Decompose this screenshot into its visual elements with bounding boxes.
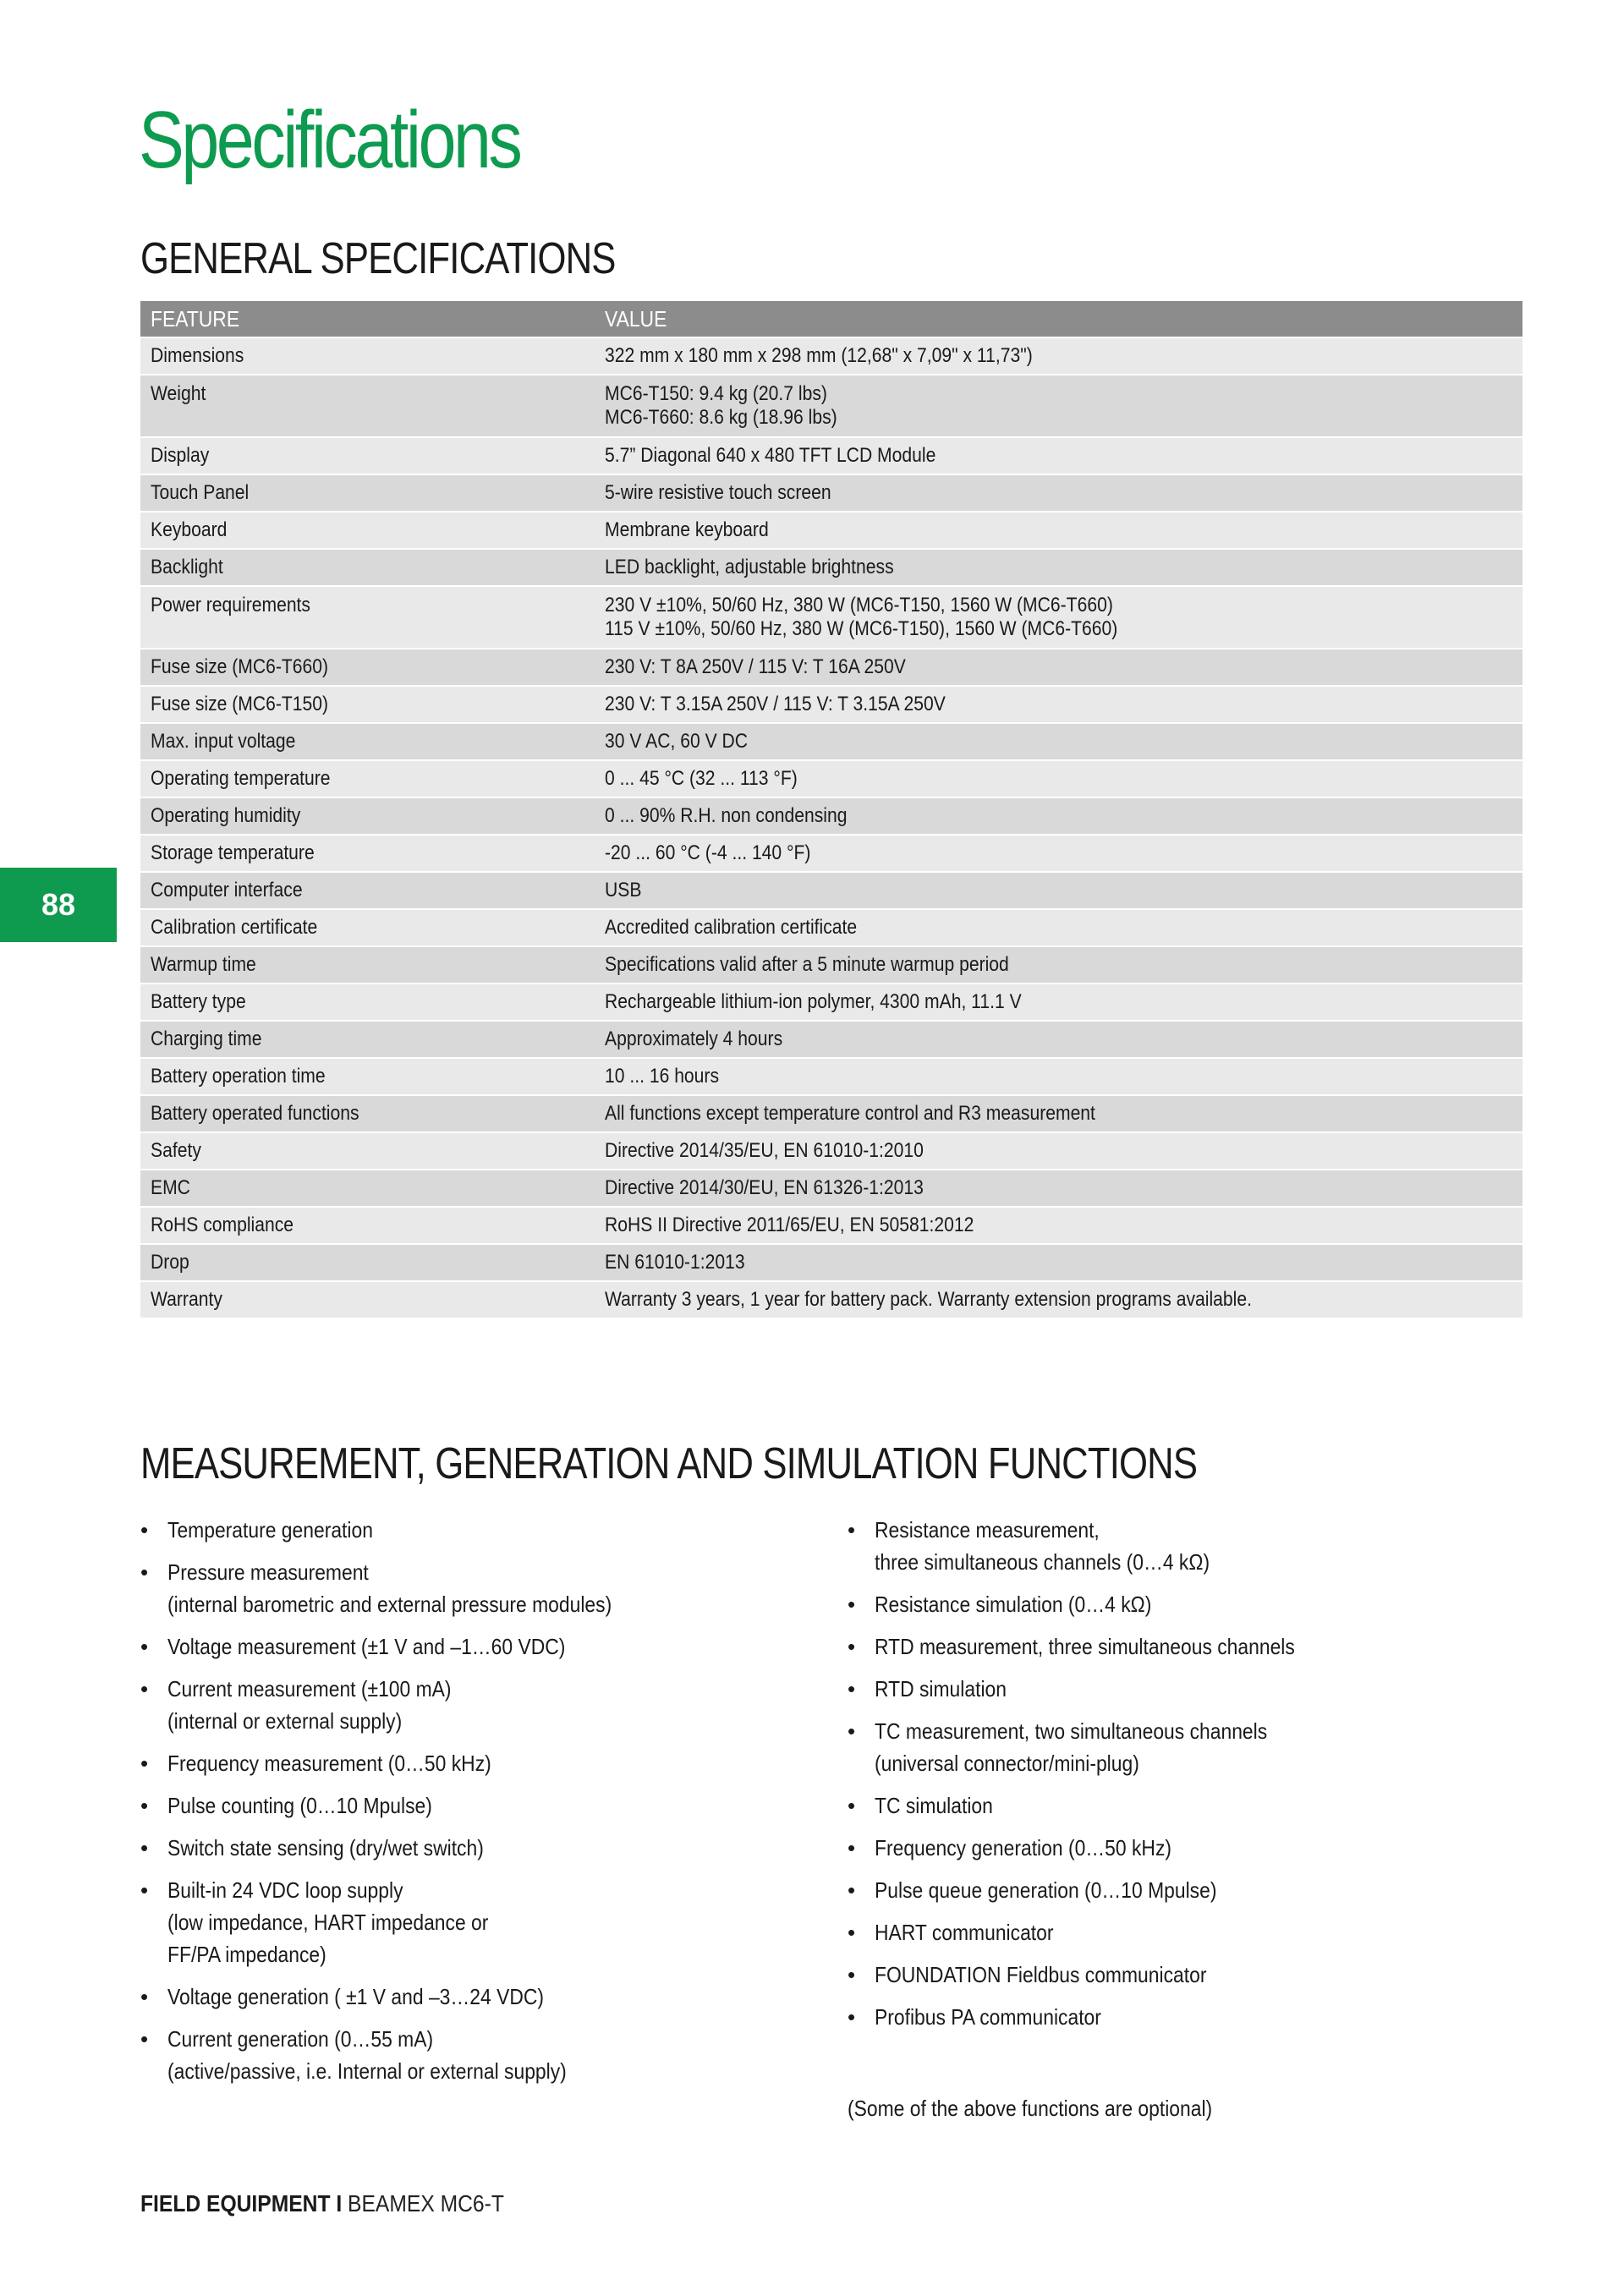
- page-title: Specifications: [139, 95, 520, 185]
- header-feature: FEATURE: [151, 306, 240, 332]
- spec-feature: Warmup time: [151, 953, 256, 976]
- spec-value: Directive 2014/30/EU, EN 61326-1:2013: [605, 1176, 924, 1199]
- spec-value: 30 V AC, 60 V DC: [605, 730, 749, 753]
- bullet-icon: •: [140, 1517, 149, 1543]
- function-text: (low impedance, HART impedance or: [167, 1910, 489, 1935]
- bullet-icon: •: [848, 1877, 856, 1903]
- footer-product: BEAMEX MC6-T: [348, 2190, 504, 2217]
- spec-value: -20 ... 60 °C (-4 ... 140 °F): [605, 841, 811, 864]
- spec-feature: Max. input voltage: [151, 730, 296, 753]
- function-text: Resistance simulation (0…4 kΩ): [875, 1592, 1152, 1617]
- spec-value: Accredited calibration certificate: [605, 916, 858, 939]
- bullet-icon: •: [848, 1920, 856, 1945]
- spec-value: Approximately 4 hours: [605, 1027, 783, 1050]
- spec-feature: Fuse size (MC6-T660): [151, 655, 329, 678]
- bullet-icon: •: [848, 1718, 856, 1744]
- function-text: RTD simulation: [875, 1676, 1007, 1701]
- spec-value: All functions except temperature control and R3 measurement: [605, 1102, 1095, 1125]
- footer-section: FIELD EQUIPMENT: [140, 2190, 331, 2217]
- function-item: [848, 1959, 1524, 1991]
- spec-row: [140, 1096, 1522, 1133]
- spec-row: [140, 1282, 1522, 1319]
- spec-row: [140, 910, 1522, 947]
- bullet-icon: •: [848, 1592, 856, 1617]
- spec-row: [140, 375, 1522, 438]
- spec-value: Rechargeable lithium-ion polymer, 4300 mAh, 11.1 V: [605, 990, 1022, 1013]
- function-text: (universal connector/mini-plug): [875, 1751, 1139, 1776]
- spec-feature: Power requirements: [151, 594, 310, 616]
- function-text: Frequency measurement (0…50 kHz): [167, 1751, 491, 1776]
- function-text: HART communicator: [875, 1920, 1054, 1945]
- function-item: [140, 1514, 783, 1546]
- function-text: Switch state sensing (dry/wet switch): [167, 1835, 484, 1860]
- function-text: Pulse counting (0…10 Mpulse): [167, 1793, 432, 1818]
- spec-value: MC6-T660: 8.6 kg (18.96 lbs): [605, 406, 837, 429]
- bullet-icon: •: [140, 1634, 149, 1659]
- functions-footnote: (Some of the above functions are optional): [848, 2096, 1213, 2121]
- spec-table: [140, 301, 1522, 1319]
- function-item: [848, 1832, 1524, 1864]
- spec-row: [140, 1245, 1522, 1282]
- bullet-icon: •: [140, 1676, 149, 1701]
- functions-heading: MEASUREMENT, GENERATION AND SIMULATION FUNCTIONS: [140, 1439, 1198, 1488]
- spec-feature: Touch Panel: [151, 481, 250, 504]
- spec-row: [140, 512, 1522, 550]
- spec-row: [140, 550, 1522, 587]
- spec-value: MC6-T150: 9.4 kg (20.7 lbs): [605, 382, 827, 405]
- spec-feature: Storage temperature: [151, 841, 315, 864]
- spec-row: [140, 475, 1522, 512]
- spec-value: EN 61010-1:2013: [605, 1251, 745, 1274]
- spec-row: [140, 873, 1522, 910]
- spec-feature: Operating humidity: [151, 804, 301, 827]
- spec-row: [140, 984, 1522, 1022]
- bullet-icon: •: [140, 1559, 149, 1585]
- function-item: [140, 1747, 783, 1779]
- function-text: Voltage generation ( ±1 V and –3…24 VDC): [167, 1984, 545, 2009]
- bullet-icon: •: [140, 2026, 149, 2052]
- function-text: Voltage measurement (±1 V and –1…60 VDC): [167, 1634, 566, 1659]
- function-text: RTD measurement, three simultaneous channels: [875, 1634, 1295, 1659]
- function-item: [848, 1715, 1524, 1779]
- spec-value: 5.7” Diagonal 640 x 480 TFT LCD Module: [605, 444, 936, 467]
- function-item: [140, 1832, 783, 1864]
- spec-feature: Battery type: [151, 990, 246, 1013]
- spec-feature: Drop: [151, 1251, 189, 1274]
- spec-value: 0 ... 45 °C (32 ... 113 °F): [605, 767, 798, 790]
- bullet-icon: •: [848, 1793, 856, 1818]
- bullet-icon: •: [848, 1517, 856, 1543]
- spec-feature: Battery operation time: [151, 1065, 326, 1088]
- function-item: [140, 1673, 783, 1737]
- spec-value: 322 mm x 180 mm x 298 mm (12,68" x 7,09" x 11,73"): [605, 344, 1033, 367]
- spec-row: [140, 836, 1522, 873]
- function-item: [140, 1630, 783, 1663]
- spec-value: 230 V ±10%, 50/60 Hz, 380 W (MC6-T150, 1560 W (MC6-T660): [605, 594, 1113, 616]
- bullet-icon: •: [140, 1984, 149, 2009]
- function-text: Built-in 24 VDC loop supply: [167, 1877, 403, 1903]
- function-text: FF/PA impedance): [167, 1942, 326, 1967]
- bullet-icon: •: [848, 1962, 856, 1987]
- function-item: [140, 2023, 783, 2087]
- bullet-icon: •: [140, 1835, 149, 1860]
- function-item: [848, 2001, 1524, 2033]
- function-text: TC measurement, two simultaneous channels: [875, 1718, 1268, 1744]
- spec-row: [140, 687, 1522, 724]
- spec-value: 230 V: T 3.15A 250V / 115 V: T 3.15A 250V: [605, 693, 946, 715]
- function-item: [140, 1556, 783, 1620]
- spec-feature: Weight: [151, 382, 206, 405]
- bullet-icon: •: [140, 1793, 149, 1818]
- bullet-icon: •: [140, 1751, 149, 1776]
- spec-row: [140, 947, 1522, 984]
- function-text: (internal or external supply): [167, 1708, 403, 1734]
- spec-value: 5-wire resistive touch screen: [605, 481, 831, 504]
- function-item: [140, 1981, 783, 2013]
- spec-value: 0 ... 90% R.H. non condensing: [605, 804, 848, 827]
- function-item: [848, 1630, 1524, 1663]
- spec-feature: Backlight: [151, 556, 223, 578]
- function-item: [848, 1588, 1524, 1620]
- spec-value: LED backlight, adjustable brightness: [605, 556, 894, 578]
- spec-row: [140, 1208, 1522, 1245]
- spec-value: 230 V: T 8A 250V / 115 V: T 16A 250V: [605, 655, 906, 678]
- functions-list-right: [848, 1514, 1524, 2043]
- spec-row: [140, 1133, 1522, 1170]
- spec-row: [140, 724, 1522, 761]
- spec-feature: Computer interface: [151, 879, 303, 901]
- spec-row: [140, 438, 1522, 475]
- bullet-icon: •: [140, 1877, 149, 1903]
- function-text: Pressure measurement: [167, 1559, 369, 1585]
- spec-value: USB: [605, 879, 642, 901]
- function-item: [140, 1874, 783, 1970]
- spec-row: [140, 338, 1522, 375]
- function-text: Current generation (0…55 mA): [167, 2026, 434, 2052]
- function-item: [848, 1874, 1524, 1906]
- spec-row: [140, 761, 1522, 798]
- spec-feature: Fuse size (MC6-T150): [151, 693, 329, 715]
- spec-value: Specifications valid after a 5 minute warmup period: [605, 953, 1009, 976]
- general-specifications-heading: GENERAL SPECIFICATIONS: [140, 234, 616, 283]
- functions-list-left: [140, 1514, 783, 2097]
- spec-feature: Warranty: [151, 1288, 222, 1311]
- spec-feature: Operating temperature: [151, 767, 331, 790]
- function-text: Temperature generation: [167, 1517, 373, 1543]
- spec-feature: EMC: [151, 1176, 190, 1199]
- spec-row: [140, 1059, 1522, 1096]
- function-item: [848, 1789, 1524, 1822]
- function-text: three simultaneous channels (0…4 kΩ): [875, 1549, 1210, 1575]
- spec-feature: Dimensions: [151, 344, 244, 367]
- function-text: Profibus PA communicator: [875, 2004, 1101, 2030]
- function-item: [848, 1514, 1524, 1578]
- spec-value: Membrane keyboard: [605, 518, 769, 541]
- bullet-icon: •: [848, 2004, 856, 2030]
- function-item: [140, 1789, 783, 1822]
- function-text: Current measurement (±100 mA): [167, 1676, 452, 1701]
- page-footer: [140, 2190, 504, 2217]
- spec-feature: Keyboard: [151, 518, 228, 541]
- spec-feature: Display: [151, 444, 210, 467]
- function-text: (internal barometric and external pressure modules): [167, 1592, 612, 1617]
- bullet-icon: •: [848, 1835, 856, 1860]
- function-text: Pulse queue generation (0…10 Mpulse): [875, 1877, 1217, 1903]
- footer-separator: I: [336, 2190, 343, 2217]
- function-text: TC simulation: [875, 1793, 993, 1818]
- function-text: Frequency generation (0…50 kHz): [875, 1835, 1172, 1860]
- spec-feature: Calibration certificate: [151, 916, 318, 939]
- spec-row: [140, 798, 1522, 836]
- spec-feature: RoHS compliance: [151, 1214, 294, 1236]
- spec-feature: Charging time: [151, 1027, 262, 1050]
- header-value: VALUE: [605, 306, 667, 332]
- function-text: FOUNDATION Fieldbus communicator: [875, 1962, 1207, 1987]
- spec-value: RoHS II Directive 2011/65/EU, EN 50581:2012: [605, 1214, 974, 1236]
- spec-table-header: [140, 301, 1522, 338]
- spec-feature: Battery operated functions: [151, 1102, 359, 1125]
- function-item: [848, 1916, 1524, 1948]
- spec-row: [140, 649, 1522, 687]
- bullet-icon: •: [848, 1634, 856, 1659]
- spec-value: Directive 2014/35/EU, EN 61010-1:2010: [605, 1139, 924, 1162]
- function-text: (active/passive, i.e. Internal or external supply): [167, 2058, 567, 2084]
- spec-feature: Safety: [151, 1139, 201, 1162]
- bullet-icon: •: [848, 1676, 856, 1701]
- spec-row: [140, 1022, 1522, 1059]
- spec-value: Warranty 3 years, 1 year for battery pack. Warranty extension programs available.: [605, 1288, 1252, 1311]
- spec-row: [140, 1170, 1522, 1208]
- spec-value: 115 V ±10%, 50/60 Hz, 380 W (MC6-T150), 1560 W (MC6-T660): [605, 617, 1118, 640]
- function-item: [848, 1673, 1524, 1705]
- spec-value: 10 ... 16 hours: [605, 1065, 720, 1088]
- spec-row: [140, 587, 1522, 649]
- function-text: Resistance measurement,: [875, 1517, 1100, 1543]
- page-number-tab: 88: [0, 868, 117, 942]
